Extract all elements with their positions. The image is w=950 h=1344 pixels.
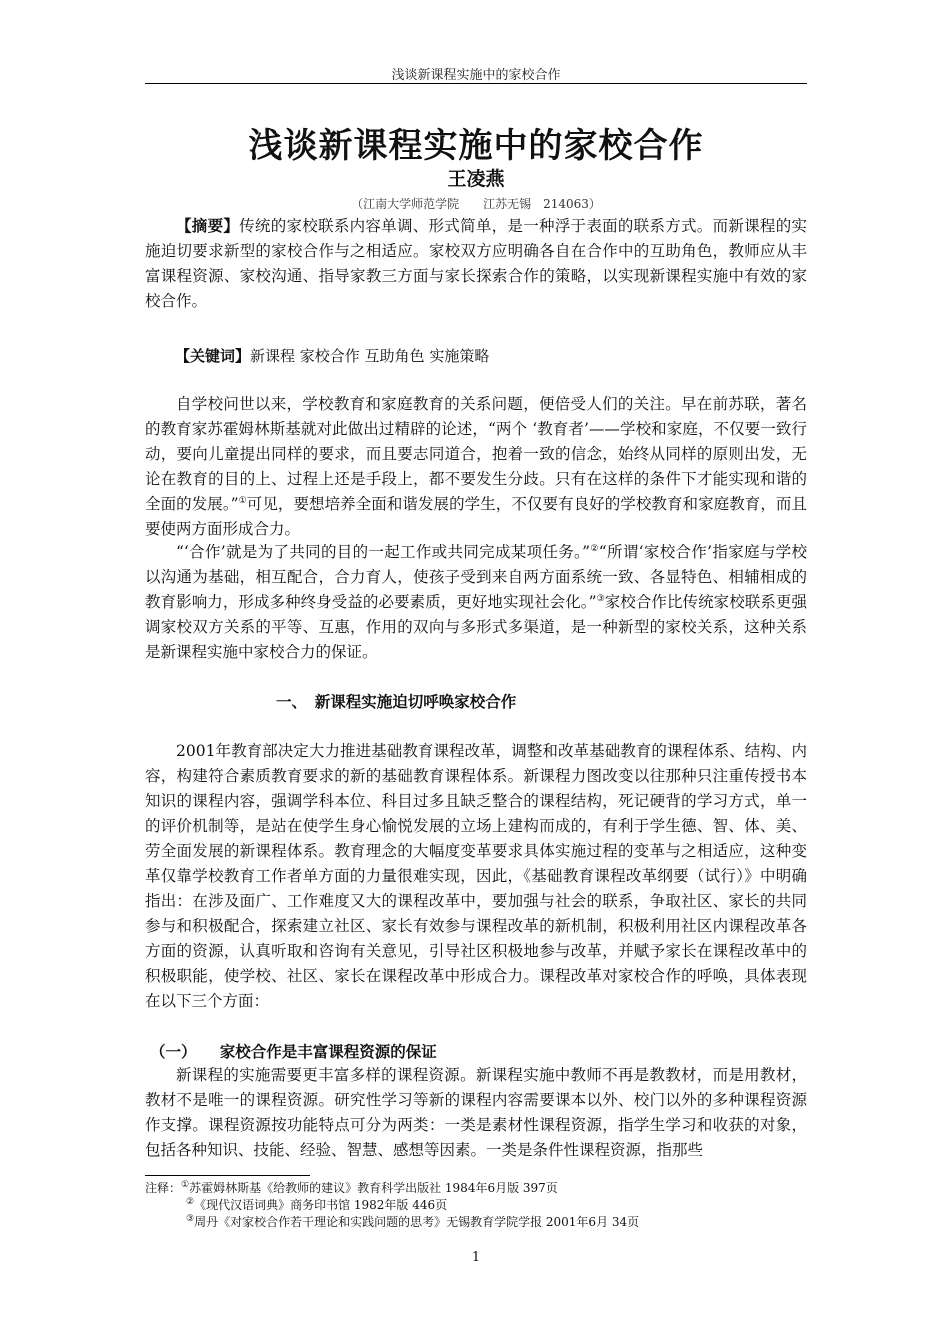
paragraph-3: 2001年教育部决定大力推进基础教育课程改革，调整和改革基础教育的课程体系、结构、内容，构建符合素质教育要求的新的基础教育课程体系。新课程力图改变以往那种只注重传授书本知识的课程内容，强调学科本位、科目过多且缺乏整合的课程结构，死记硬背的学习方式，单一的评价机制等，是站在使学生身心愉悦发展的立场上建构而成的，有利于学生德、智、体、美、劳全面发展的新课程体系。教育理念的大幅度变革要求具体实施过程的变革与之相适应，这种变革仅靠学校教育工作者单方面的力量很难实现，因此，《基础教育课程改革纲要（试行）》中明确指出：在涉及面广、工作难度又大的课程改革中，要加强与社会的联系，争取社区、家长的共同参与和积极配合，探索建立社区、家长有效参与课程改革的新机制，积极利用社区内课程改革各方面的资源，认真听取和咨询有关意见，引导社区积极地参与改革，并赋予家长在课程改革中的积极职能，使学校、社区、家长在课程改革中形成合力。课程改革对家校合作的呼唤，具体表现在以下三个方面：: [145, 742, 807, 1010]
abstract-label: 【摘要】: [176, 217, 240, 235]
header-rule: [145, 83, 807, 84]
paragraph-1-text-a: 自学校问世以来，学校教育和家庭教育的关系问题，便倍受人们的关注。早在前苏联，著名的教育家苏霍姆林斯基就对此做出过精辟的论述，“两个 ‘教育者’——学校和家庭，不仅要一致行动，要向儿童提出同样的要求，而且要志同道合，抱着一致的信念，始终从同样的原则出发，无论在教育的目的上、过程上还是手段上，都不要发生分歧。只有在这样的条件下才能实现和谐的全面的发展。”: [145, 395, 807, 513]
running-header: 浅谈新课程实施中的家校合作: [391, 68, 561, 83]
paragraph-2-text-c: 家校合作比传统家校联系更强调家校双方关系的平等、互惠，作用的双向与多形式多渠道，是一种新型的家校关系，这种关系是新课程实施中家校合力的保证。: [145, 593, 807, 661]
footnote-2-text: 《现代汉语词典》商务印书馆 1982年版 446页: [194, 1198, 448, 1212]
footnote-1: [145, 1180, 558, 1197]
paragraph-4: 新课程的实施需要更丰富多样的课程资源。新课程实施中教师不再是教教材，而是用教材，教材不是唯一的课程资源。研究性学习等新的课程内容需要课本以外、校门以外的多种课程资源作支撑。课程资源按功能特点可分为两类：一类是素材性课程资源，指学生学习和收获的对象，包括各种知识、技能、经验、智慧、感想等因素。一类是条件性课程资源，指那些: [145, 1066, 807, 1159]
keywords-label: 【关键词】: [175, 347, 251, 365]
footnote-ref-2: ②: [590, 543, 599, 554]
footnote-rule: [145, 1175, 310, 1176]
paragraph-2-text-a: “‘合作’就是为了共同的目的一起工作或共同完成某项任务。”: [176, 543, 591, 561]
footnote-3-text: 周丹《对家校合作若干理论和实践问题的思考》无锡教育学院学报 2001年6月 34页: [194, 1215, 640, 1229]
abstract-text: 传统的家校联系内容单调、形式简单，是一种浮于表面的联系方式。而新课程的实施迫切要求新型的家校合作与之相适应。家校双方应明确各自在合作中的互助角色，教师应从丰富课程资源、家校沟通、指导家教三方面与家长探索合作的策略，以实现新课程实施中有效的家校合作。: [145, 217, 807, 310]
author-name: 王凌燕: [447, 168, 505, 190]
abstract: [145, 214, 807, 314]
footnote-3-mark: ③: [186, 1214, 195, 1224]
page-number: 1: [471, 1250, 481, 1265]
subsection-heading-1: （一） 家校合作是丰富课程资源的保证: [150, 1043, 437, 1061]
paragraph-2: [145, 540, 807, 665]
footnote-ref-3: ③: [596, 593, 605, 604]
keywords-text: 新课程 家校合作 互助角色 实施策略: [250, 347, 490, 365]
footnote-prefix: 注释：: [145, 1181, 182, 1195]
keywords: [145, 344, 807, 369]
paragraph-1-text-b: 可见，要想培养全面和谐发展的学生，不仅要有良好的学校教育和家庭教育，而且要使两方面形成合力。: [145, 495, 807, 538]
paper-title: 浅谈新课程实施中的家校合作: [248, 126, 704, 166]
paragraph-2-text-b: “所谓‘家校合作’指家庭与学校以沟通为基础，相互配合，合力育人，使孩子受到来自两方面系统一致、各显特色、相辅相成的教育影响力，形成多种终身受益的必要素质，更好地实现社会化。”: [145, 543, 807, 611]
author-affiliation: （江南大学师范学院 江苏无锡 214063）: [351, 197, 601, 211]
footnote-2-mark: ②: [186, 1197, 195, 1207]
footnote-1-text: 苏霍姆林斯基《给教师的建议》教育科学出版社 1984年6月版 397页: [189, 1181, 558, 1195]
footnote-ref-1: ①: [238, 495, 247, 506]
footnote-3: [186, 1214, 639, 1231]
footnote-2: [186, 1197, 447, 1214]
section-heading-1: 一、 新课程实施迫切呼唤家校合作: [276, 693, 517, 711]
paragraph-1: [145, 392, 807, 542]
footnote-1-mark-b: ①: [181, 1180, 190, 1190]
